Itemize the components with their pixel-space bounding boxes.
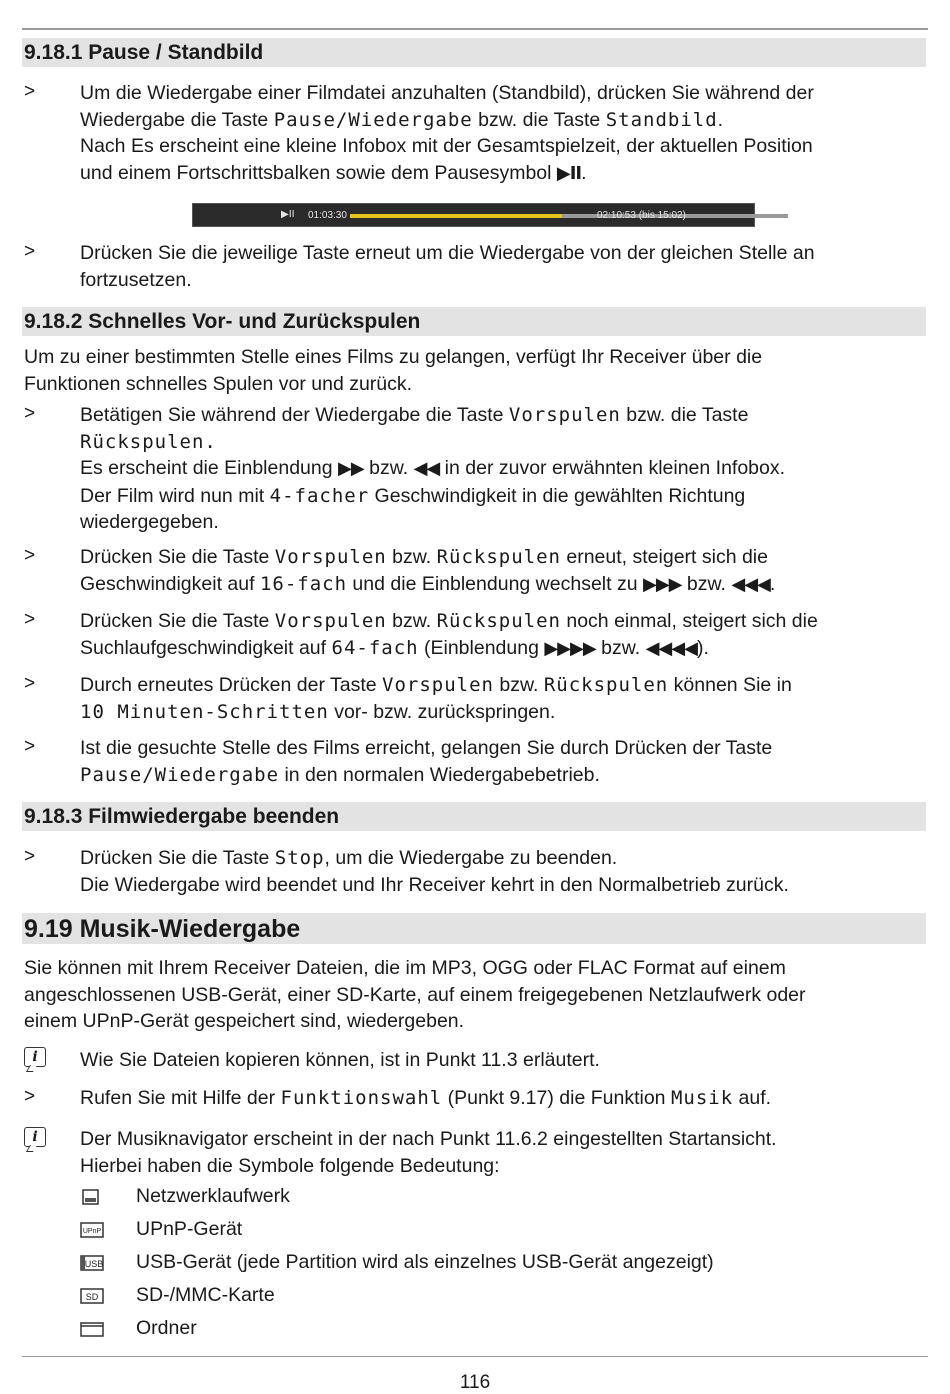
- pause-play-icon: ▶II: [281, 209, 295, 220]
- text-line: fortzusetzen.: [80, 268, 192, 291]
- legend-label: Ordner: [136, 1317, 197, 1339]
- text-line: Hierbei haben die Symbole folgende Bedeutung:: [80, 1154, 500, 1177]
- ff2-icon: ▶▶: [338, 458, 364, 479]
- top-rule: [22, 28, 928, 30]
- usb-icon: [80, 1255, 104, 1271]
- bullet-marker: >: [24, 1086, 36, 1107]
- text-line: Betätigen Sie während der Wiedergabe die Taste Vorspulen bzw. die Taste: [80, 404, 749, 426]
- intro-9-18-2: [24, 344, 910, 397]
- rw4-icon: ◀◀◀◀: [645, 637, 697, 659]
- intro-9-19: [24, 955, 910, 1035]
- progress-fill: [350, 214, 562, 218]
- text-line: Ist die gesuchte Stelle des Films erreicht, gelangen Sie durch Drücken der Taste: [80, 737, 773, 759]
- text-line: Sie können mit Ihrem Receiver Dateien, die im MP3, OGG oder FLAC Format auf einem: [24, 957, 786, 979]
- key-still: Standbild: [605, 108, 718, 131]
- heading-9-18-1: 9.18.1 Pause / Standbild: [22, 38, 926, 67]
- key-pause-play: Pause/Wiedergabe: [273, 108, 473, 131]
- text-line: Drücken Sie die Taste Vorspulen bzw. Rückspulen noch einmal, steigert sich die: [80, 610, 818, 632]
- total-time: 02:10:53 (bis 15:02): [597, 210, 686, 221]
- paragraph-resume: [80, 240, 910, 293]
- paragraph-10min: [80, 672, 910, 725]
- info-copy-files: Wie Sie Dateien kopieren können, ist in Punkt 11.3 erläutert.: [80, 1049, 600, 1071]
- heading-9-19: 9.19 Musik-Wiedergabe: [22, 913, 926, 944]
- legend-label: USB-Gerät (jede Partition wird als einzelnes USB-Gerät angezeigt): [136, 1251, 714, 1273]
- text-line: einem UPnP-Gerät gespeichert sind, wiedergeben.: [24, 1010, 465, 1032]
- info-icon: i: [24, 1127, 46, 1147]
- bullet-marker: >: [24, 545, 36, 566]
- text-line: Geschwindigkeit auf 16-fach und die Einblendung wechselt zu ▶▶▶ bzw. ◀◀◀.: [80, 572, 776, 595]
- svg-text:SD: SD: [85, 1292, 99, 1302]
- ff3-icon: ▶▶▶: [642, 573, 682, 595]
- legend-label: UPnP-Gerät: [136, 1218, 243, 1240]
- text-line: Drücken Sie die jeweilige Taste erneut um die Wiedergabe von der gleichen Stelle an: [80, 242, 815, 264]
- bullet-marker: >: [24, 403, 36, 424]
- progress-track: [350, 214, 788, 218]
- text-line: angeschlossenen USB-Gerät, einer SD-Karte, auf einem freigegebenen Netzlaufwerk oder: [24, 983, 806, 1006]
- text-line: Pause/Wiedergabe in den normalen Wiedergabebetrieb.: [80, 763, 600, 786]
- bullet-marker: >: [24, 241, 36, 262]
- pause-symbol-icon: ▶II: [556, 162, 582, 184]
- text-line: Funktionen schnelles Spulen vor und zurück.: [24, 372, 413, 395]
- text-line: Rückspulen.: [80, 430, 217, 453]
- text-line: Drücken Sie die Taste Vorspulen bzw. Rückspulen erneut, steigert sich die: [80, 546, 768, 568]
- playback-infobox: [192, 203, 755, 227]
- text-line: Drücken Sie die Taste Stop, um die Wiedergabe zu beenden.: [80, 847, 618, 869]
- text-line: Um zu einer bestimmten Stelle eines Films zu gelangen, verfügt Ihr Receiver über die: [24, 346, 763, 368]
- legend-label: SD-/MMC-Karte: [136, 1284, 275, 1306]
- page-number: 116: [459, 1372, 491, 1393]
- rw3-icon: ◀◀◀: [731, 573, 770, 595]
- text-line: Rufen Sie mit Hilfe der Funktionswahl (Punkt 9.17) die Funktion Musik auf.: [80, 1087, 772, 1109]
- info-icon: i: [24, 1047, 46, 1067]
- bullet-marker: >: [24, 846, 36, 867]
- text-line: Die Wiedergabe wird beendet und Ihr Receiver kehrt in den Normalbetrieb zurück.: [80, 873, 789, 896]
- text-line: Suchlaufgeschwindigkeit auf 64-fach (Einblendung ▶▶▶▶ bzw. ◀◀◀◀).: [80, 636, 709, 659]
- text-line: Der Film wird nun mit 4-facher Geschwindigkeit in die gewählten Richtung: [80, 484, 746, 507]
- heading-9-18-3: 9.18.3 Filmwiedergabe beenden: [22, 802, 926, 831]
- paragraph-pause: [80, 80, 910, 187]
- current-time: 01:03:30: [308, 210, 347, 221]
- ff4-icon: ▶▶▶▶: [544, 637, 596, 659]
- bullet-marker: >: [24, 609, 36, 630]
- text-line: und einem Fortschrittsbalken sowie dem Pausesymbol ▶II.: [80, 161, 587, 184]
- upnp-icon: [80, 1222, 104, 1238]
- folder-icon: [80, 1321, 104, 1337]
- text-line: Der Musiknavigator erscheint in der nach Punkt 11.6.2 eingestellten Startansicht.: [80, 1128, 777, 1150]
- bullet-marker: >: [24, 81, 36, 102]
- svg-text:UPnP: UPnP: [82, 1228, 102, 1235]
- paragraph-normal-playback: [80, 735, 910, 788]
- sd-card-icon: [80, 1288, 104, 1304]
- text-line: Nach Es erscheint eine kleine Infobox mit der Gesamtspielzeit, der aktuellen Position: [80, 135, 813, 157]
- text-line: Durch erneutes Drücken der Taste Vorspulen bzw. Rückspulen können Sie in: [80, 674, 792, 696]
- heading-9-18-2: 9.18.2 Schnelles Vor- und Zurückspulen: [22, 307, 926, 336]
- rw2-icon: ◀◀: [413, 458, 440, 479]
- bullet-marker: >: [24, 673, 36, 694]
- paragraph-64x: [80, 608, 910, 662]
- text-line: Um die Wiedergabe einer Filmdatei anzuhalten (Standbild), drücken Sie während der: [80, 82, 814, 104]
- text-line: Es erscheint die Einblendung ▶▶ bzw. ◀◀ in der zuvor erwähnten kleinen Infobox.: [80, 457, 786, 479]
- info-navigator: [80, 1126, 910, 1179]
- text-line: wiedergegeben.: [80, 511, 219, 533]
- bottom-rule: [22, 1356, 928, 1357]
- paragraph-16x: [80, 544, 910, 598]
- paragraph-music-function: [80, 1085, 910, 1112]
- svg-text:USB: USB: [84, 1259, 104, 1269]
- bullet-marker: >: [24, 736, 36, 757]
- paragraph-fast-forward: [80, 402, 910, 536]
- network-drive-icon: [80, 1189, 104, 1205]
- text-line: 10 Minuten-Schritten vor- bzw. zurückspringen.: [80, 700, 556, 723]
- text-line: Wiedergabe die Taste Pause/Wiedergabe bzw. die Taste Standbild.: [80, 108, 724, 131]
- paragraph-stop: [80, 845, 910, 898]
- legend-label: Netzwerklaufwerk: [136, 1185, 290, 1207]
